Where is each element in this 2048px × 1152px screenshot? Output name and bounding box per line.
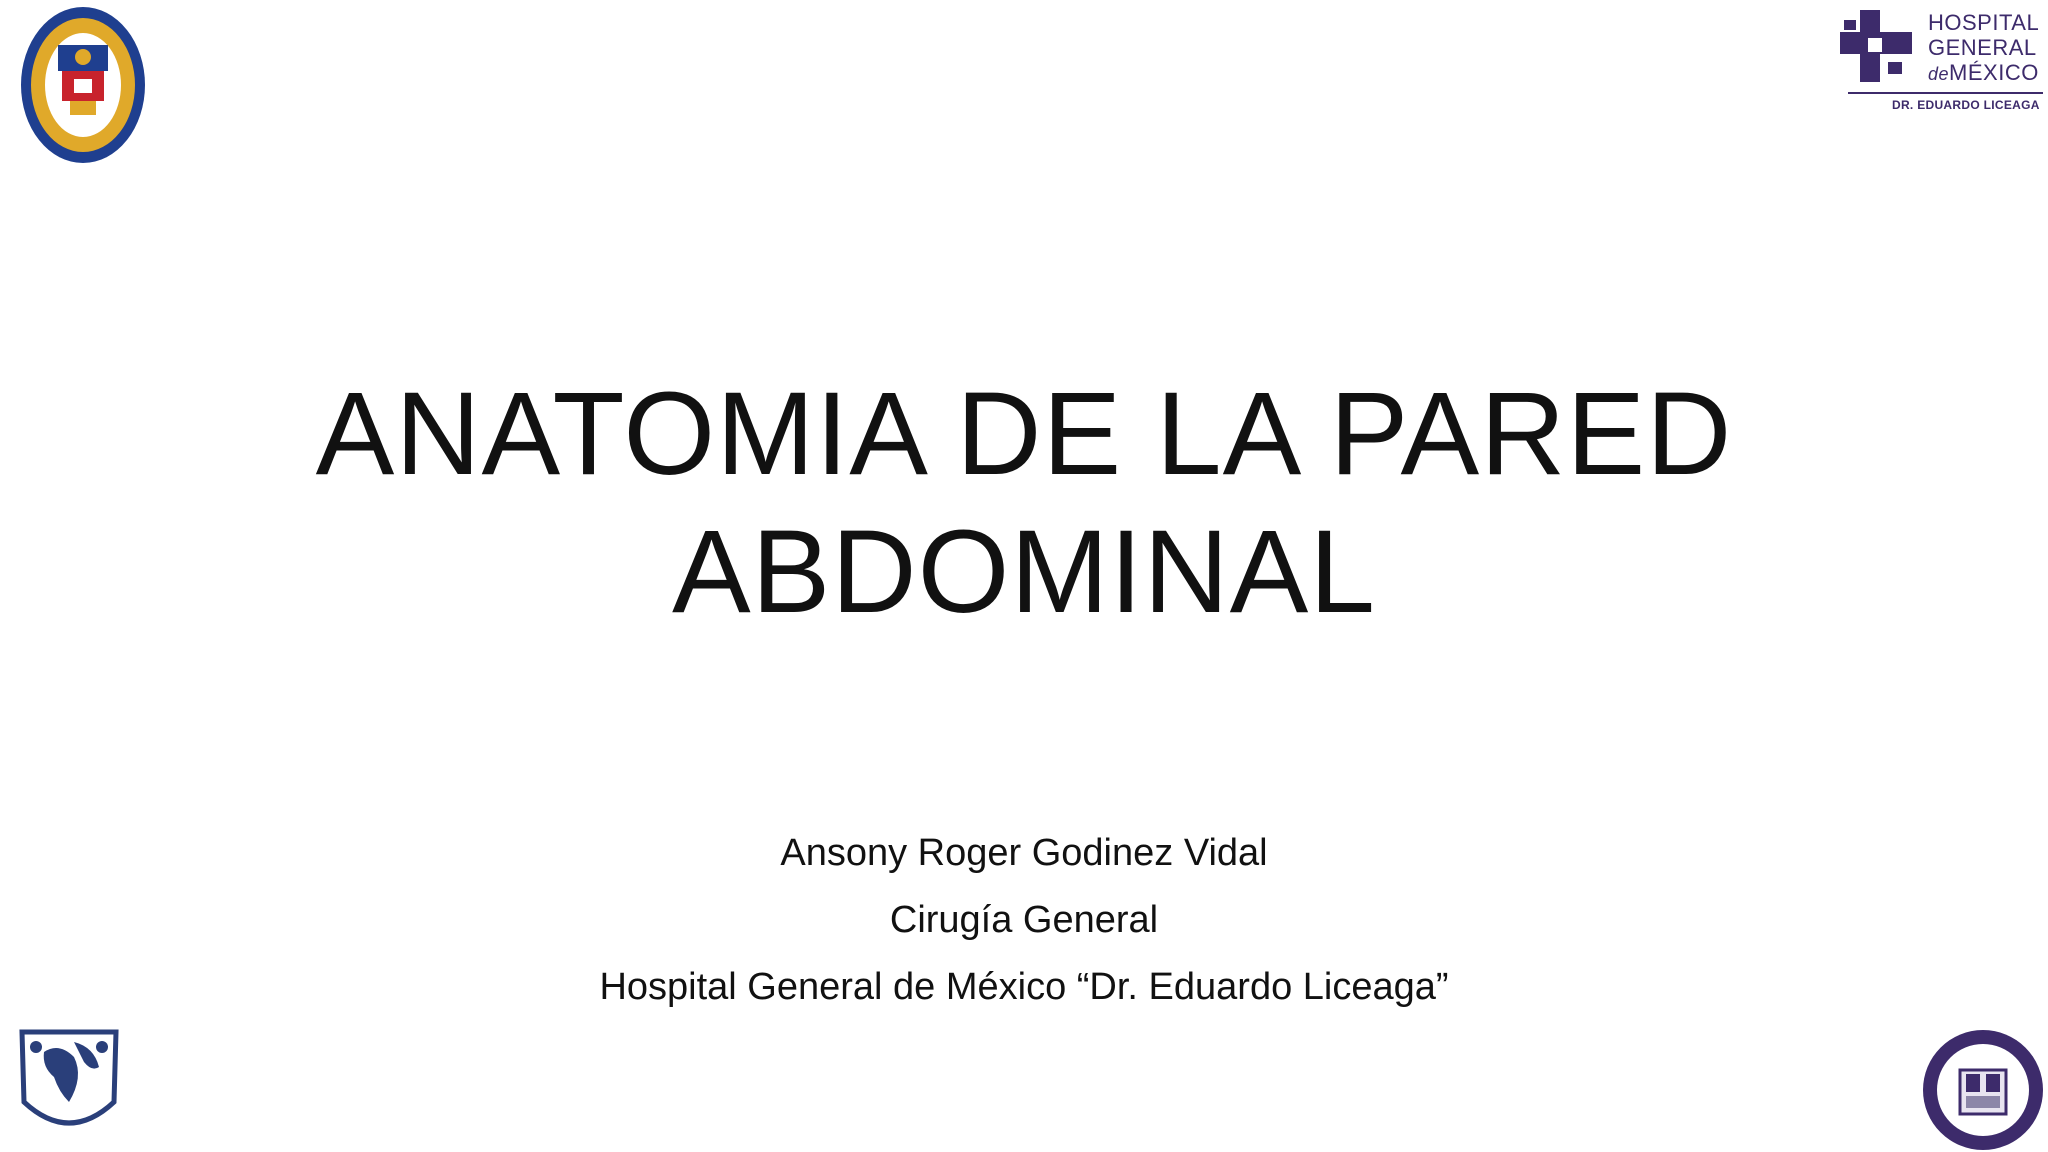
slide-title [200, 365, 1848, 641]
unam-seal-icon [14, 1022, 124, 1144]
hospital-logo-text [1928, 10, 2039, 87]
hospital-cross-icon [1840, 10, 1920, 90]
hospital-logo-divider [1848, 92, 2043, 94]
hospital-logo-subline: DR. EDUARDO LICEAGA [1892, 98, 2040, 112]
institution: Hospital General de México “Dr. Eduardo Liceaga” [599, 966, 1449, 1008]
specialty: Cirugía General [889, 899, 1159, 941]
hospital-logo-de: de [1928, 64, 1950, 84]
hospital-logo-line1: HOSPITAL [1928, 10, 2040, 35]
slide-title-line-2: ABDOMINAL [671, 506, 1377, 638]
hospital-logo-line3 [1928, 60, 2039, 87]
residents-society-seal-icon [1918, 1022, 2044, 1152]
slide-subtitle [300, 820, 1748, 1021]
author-name: Ansony Roger Godinez Vidal [780, 832, 1268, 874]
hospital-general-mexico-logo [1840, 8, 2045, 116]
surgery-society-seal-icon [18, 5, 148, 165]
hospital-logo-line2: GENERAL [1928, 35, 2037, 60]
hospital-logo-mexico: MÉXICO [1949, 60, 2039, 85]
slide-title-line-1: ANATOMIA DE LA PARED [315, 368, 1733, 500]
